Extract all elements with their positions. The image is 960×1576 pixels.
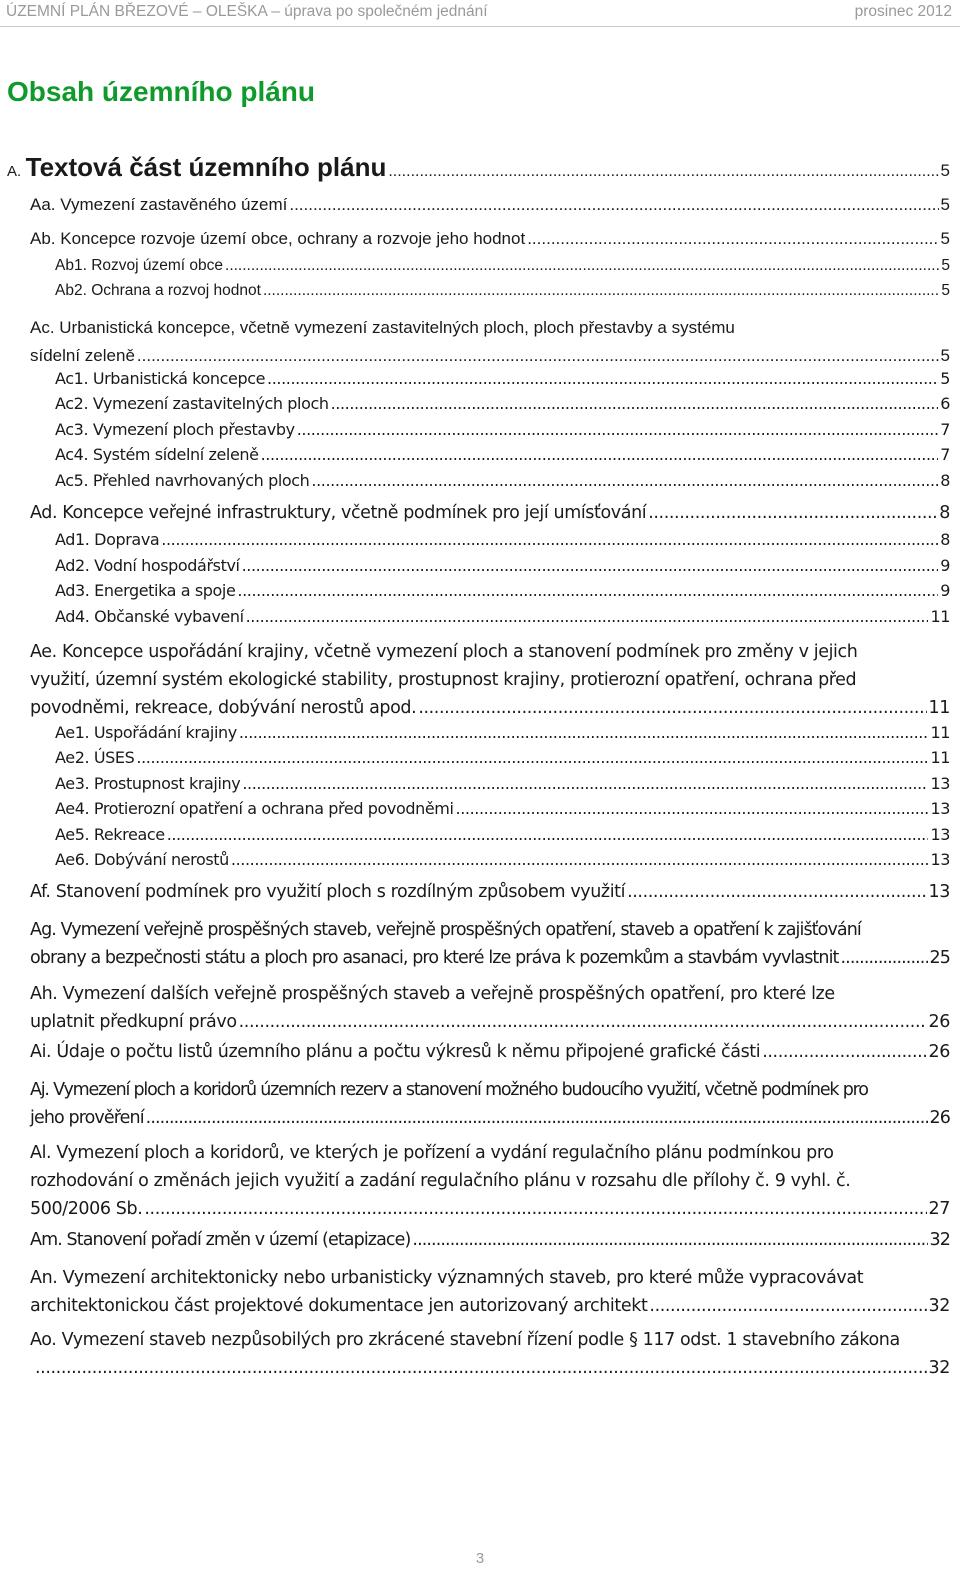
toc-page-number: 32 [929,1230,950,1250]
toc-dot-leader [161,530,938,549]
toc-dot-leader [331,394,939,413]
toc-dot-leader [167,825,929,844]
toc-page-number: 27 [928,1199,950,1219]
toc-dot-leader [231,850,929,869]
toc-entry-ac5[interactable] [55,471,950,490]
toc-entry-text: An. Vymezení architektonicky nebo urbanisticky významných staveb, pro které může vypracovávat [30,1268,864,1288]
toc-dot-leader [137,342,939,370]
toc-entry-text-continued: architektonickou část projektové dokumentace jen autorizovaný architekt [30,1296,648,1316]
toc-page-number: 8 [939,503,950,523]
toc-entry-ag[interactable] [30,916,950,972]
toc-entry-text: Ac5. Přehled navrhovaných ploch [55,471,310,490]
toc-entry-text: Ae3. Prostupnost krajiny [55,774,241,793]
toc-entry-text-continued: 500/2006 Sb. [30,1199,143,1219]
toc-dot-leader [237,581,938,600]
toc-entry-am[interactable] [30,1230,950,1250]
toc-entry-a[interactable] [7,152,950,183]
toc-page-number: 5 [940,195,950,214]
toc-dot-leader [239,723,929,742]
toc-entry-ab[interactable] [30,229,950,249]
toc-dot-leader [246,607,929,626]
toc-entry-text: Ad2. Vodní hospodářství [55,556,240,575]
toc-entry-ae4[interactable] [55,799,950,818]
toc-entry-text: Ae1. Uspořádání krajiny [55,723,237,742]
toc-entry-text: Ai. Údaje o počtu listů územního plánu a počtu výkresů k němu připojené grafické části [30,1042,761,1062]
toc-page-number: 5 [940,369,950,388]
toc-entry-text-continued: využití, územní systém ekologické stability, prostupnost krajiny, protierozní opatření, ochrana před [30,670,857,690]
toc-page-number: 13 [930,825,950,844]
toc-entry-text: Am. Stanovení pořadí změn v území (etapizace) [30,1230,411,1250]
toc-entry-ae6[interactable] [55,850,950,869]
toc-dot-leader [412,1230,927,1250]
toc-entry-text-continued: povodněmi, rekreace, dobývání nerostů apod. [30,698,417,718]
toc-entry-text-continued: uplatnit předkupní právo [30,1012,237,1032]
toc-page-number: 5 [941,257,950,274]
toc-page-number: 5 [941,282,950,299]
toc-page-number: 11 [930,748,950,767]
toc-entry-text: Ac2. Vymezení zastavitelných ploch [55,394,329,413]
toc-page-number: 8 [940,471,950,490]
toc-entry-ah[interactable] [30,980,950,1036]
toc-entry-ac1[interactable] [55,369,950,388]
toc-dot-leader [289,195,938,215]
toc-entry-text: Ae2. ÚSES [55,748,135,767]
toc-entry-ao[interactable] [30,1326,950,1382]
toc-entry-ad2[interactable] [55,556,950,575]
toc-page-number: 7 [940,420,950,439]
toc-page-number: 26 [928,1042,950,1062]
toc-entry-ac3[interactable] [55,420,950,439]
toc-page-number: 9 [940,581,950,600]
toc-page-number: 11 [930,607,950,626]
toc-entry-ad4[interactable] [55,607,950,626]
toc-entry-ac[interactable] [30,314,950,370]
toc-entry-ae3[interactable] [55,774,950,793]
toc-entry-text: Ad1. Doprava [55,530,160,549]
toc-entry-text: Ad4. Občanské vybavení [55,607,244,626]
toc-dot-leader [146,1104,928,1132]
toc-page-number: 11 [930,723,950,742]
toc-page-number: 5 [940,161,950,180]
toc-entry-text: Ac1. Urbanistická koncepce [55,369,266,388]
toc-page-number: 32 [928,1296,950,1316]
toc-entry-af[interactable] [30,882,950,902]
toc-page-number: 26 [929,1108,950,1128]
toc-dot-leader [267,369,938,388]
toc-dot-leader [136,748,928,767]
toc-page-number: 5 [940,346,950,365]
toc-entry-text: Af. Stanovení podmínek pro využití ploch s rozdílným způsobem využití [30,882,626,902]
toc-entry-text: Al. Vymezení ploch a koridorů, ve kterých je pořízení a vydání regulačního plánu podmínkou pro [30,1143,834,1163]
toc-entry-a-text: Textová část územního plánu [25,152,387,182]
toc-entry-ad[interactable] [30,503,950,523]
toc-dot-leader [225,257,939,275]
toc-entry-text: Ac. Urbanistická koncepce, včetně vymezení zastavitelných ploch, ploch přestavby a systému [30,318,735,337]
toc-entry-text: Ab. Koncepce rozvoje území obce, ochrany a rozvoje jeho hodnot [30,229,526,248]
toc-dot-leader [627,882,926,902]
toc-page-number: 13 [930,774,950,793]
toc-page-number: 26 [928,1012,950,1032]
toc-entry-text: Ab2. Ochrana a rozvoj hodnot [55,282,261,299]
toc-page-number: 8 [940,530,950,549]
toc-dot-leader [649,1292,926,1320]
toc-entry-ac2[interactable] [55,394,950,413]
page-title: Obsah územního plánu [7,76,316,107]
toc-dot-leader [263,282,939,300]
toc-page-number: 6 [940,394,950,413]
toc-page-number: 7 [940,445,950,464]
toc-dot-leader [239,1008,927,1036]
toc-entry-text: Ao. Vymezení staveb nezpůsobilých pro zkrácené stavební řízení podle § 117 odst. 1 stavebního zákona [30,1330,900,1350]
toc-dot-leader [144,1195,926,1223]
toc-page-number: 25 [929,948,950,968]
toc-entry-text-continued: obrany a bezpečnosti státu a ploch pro asanaci, pro které lze práva k pozemkům a stavbám vyvlastnit [30,948,839,968]
toc-dot-leader [311,471,938,490]
toc-entry-text: Ac4. Systém sídelní zeleně [55,445,259,464]
toc-dot-leader [242,556,939,575]
toc-entry-ad1[interactable] [55,530,950,549]
toc-dot-leader [35,1354,927,1382]
toc-entry-text: Ac3. Vymezení ploch přestavby [55,420,295,439]
toc-dot-leader [456,799,929,818]
toc-entry-text: Ae5. Rekreace [55,825,165,844]
toc-entry-text: Ad3. Energetika a spoje [55,581,236,600]
toc-entry-text: Ae6. Dobývání nerostů [55,850,229,869]
toc-entry-al[interactable] [30,1139,950,1223]
toc-entry-text: Aj. Vymezení ploch a koridorů územních rezerv a stanovení možného budoucího využití, včetně podmínek pro [30,1080,868,1100]
toc-dot-leader [762,1042,926,1062]
toc-page-number: 13 [928,882,950,902]
toc-entry-text: Aa. Vymezení zastavěného území [30,195,288,214]
toc-entry-ai[interactable] [30,1042,950,1062]
toc-entry-ae5[interactable] [55,825,950,844]
toc-entry-aj[interactable] [30,1076,950,1132]
toc-entry-ab1[interactable] [55,257,950,275]
toc-dot-leader [527,229,938,249]
toc-entry-an[interactable] [30,1264,950,1320]
toc-entry-text: Ae. Koncepce uspořádání krajiny, včetně vymezení ploch a stanovení podmínek pro změny v jejich [30,642,858,662]
toc-entry-text-continued: jeho prověření [30,1108,144,1128]
toc-page-number: 13 [930,799,950,818]
toc-dot-leader [648,503,937,523]
toc-page-number: 32 [928,1358,950,1378]
toc-dot-leader [242,774,928,793]
toc-entry-text: Ad. Koncepce veřejné infrastruktury, včetně podmínek pro její umísťování [30,503,647,523]
toc-entry-text-continued: sídelní zeleně [30,346,135,365]
toc-entry-text: Ag. Vymezení veřejně prospěšných staveb, veřejně prospěšných opatření, staveb a opatření k zajišťování [30,920,861,940]
toc-page-number: 11 [928,698,950,718]
toc-entry-text-continued: rozhodování o změnách jejich využití a zadání regulačního plánu v rozsahu dle přílohy č. 9 vyhl. č. [30,1171,851,1191]
toc-entry-ae[interactable] [30,638,950,722]
header-date: prosinec 2012 [854,3,952,20]
toc-dot-leader [261,445,939,464]
toc-entry-text: Ae4. Protierozní opatření a ochrana před povodněmi [55,799,454,818]
toc-entry-ad3[interactable] [55,581,950,600]
toc-entry-aa[interactable] [30,195,950,215]
toc-entry-text: Ah. Vymezení dalších veřejně prospěšných staveb a veřejně prospěšných opatření, pro které lze [30,984,835,1004]
toc-entry-ac4[interactable] [55,445,950,464]
toc-dot-leader [418,694,926,722]
toc-dot-leader [297,420,939,439]
toc-page-number: 5 [940,229,950,248]
toc-entry-text: Ab1. Rozvoj území obce [55,257,224,274]
header-document-title: ÚZEMNÍ PLÁN BŘEZOVÉ – OLEŠKA – úprava po společném jednání [6,3,488,20]
toc-dot-leader [841,944,928,972]
toc-page-number: 9 [940,556,950,575]
toc-entry-a-prefix: A. [7,163,22,180]
toc-page-number: 13 [930,850,950,869]
toc-dot-leader [388,163,938,181]
toc-entry-ae2[interactable] [55,748,950,767]
toc-entry-ae1[interactable] [55,723,950,742]
toc-entry-ab2[interactable] [55,282,950,300]
page-number: 3 [475,1550,485,1567]
